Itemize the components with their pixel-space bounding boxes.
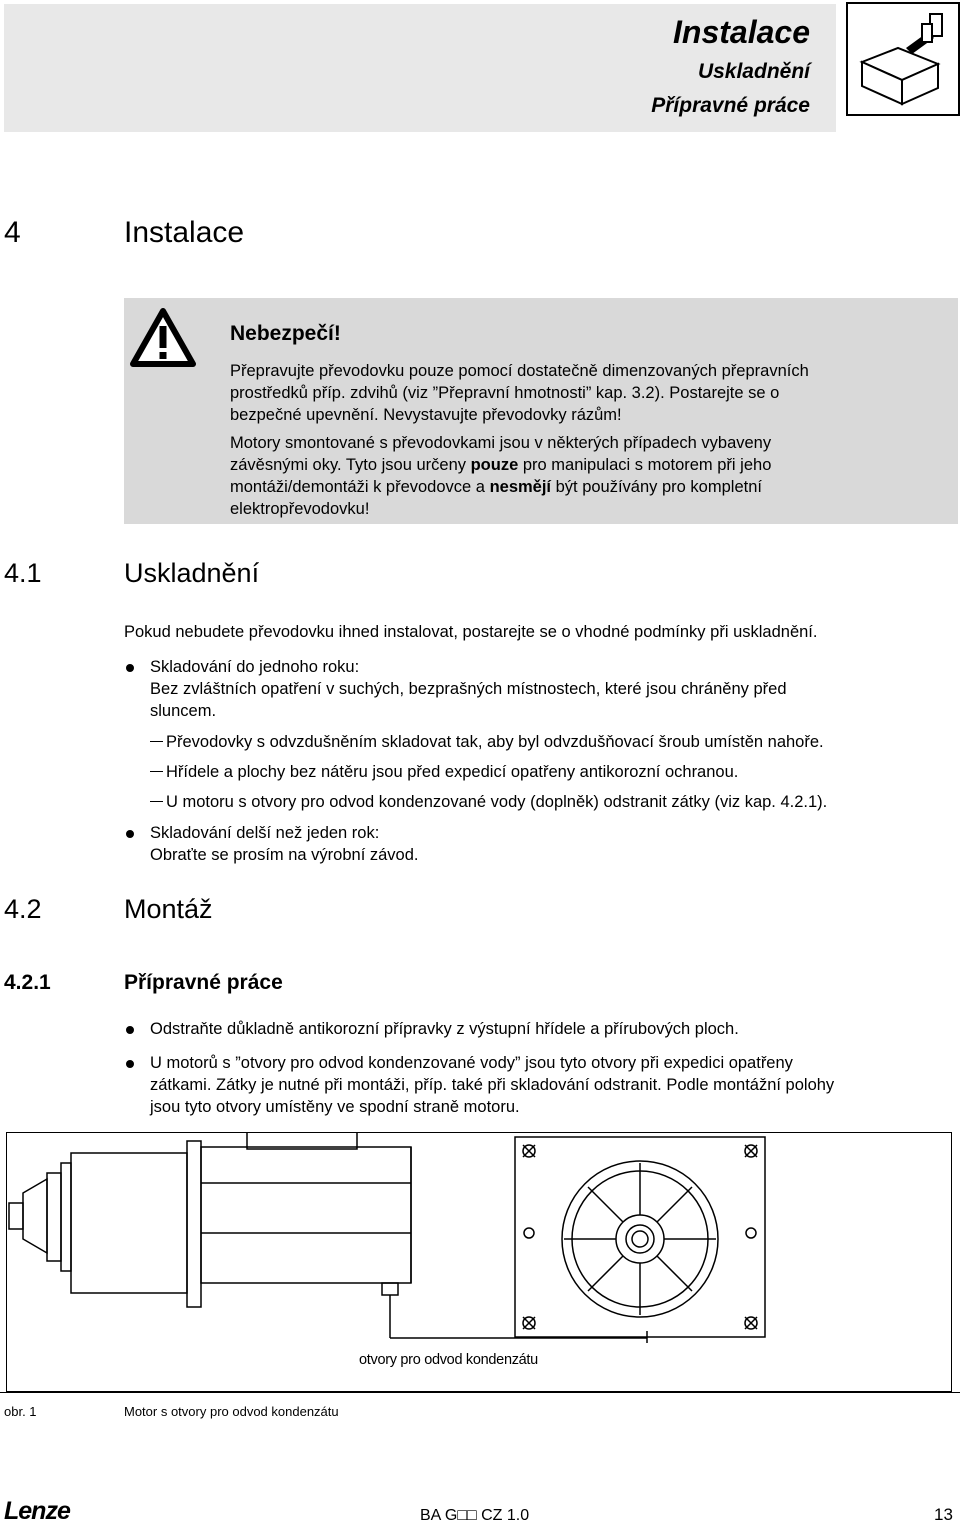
header-subtitle-storage: Uskladnění xyxy=(697,60,810,83)
caption-divider xyxy=(0,1392,960,1393)
dash-icon xyxy=(150,801,163,802)
list-item: Skladování do jednoho roku: xyxy=(150,658,360,676)
section-number: 4.1 xyxy=(4,558,42,588)
danger-text-line: bezpečné upevnění. Nevystavujte převodovky rázům! xyxy=(230,406,622,424)
dash-icon xyxy=(150,741,163,742)
sub-list-item: U motoru s otvory pro odvod kondenzované vody (doplněk) odstranit zátky (viz kap. 4.2.1). xyxy=(166,793,828,811)
section-title: Instalace xyxy=(124,216,245,249)
section-title: Montáž xyxy=(124,894,213,924)
list-item: Skladování delší než jeden rok: xyxy=(150,824,380,842)
figure-label: otvory pro odvod kondenzátu xyxy=(359,1352,538,1368)
sub-list-item: Převodovky s odvzdušněním skladovat tak, aby byl odvzdušňovací šroub umístěn nahoře. xyxy=(166,733,824,751)
bullet-icon xyxy=(126,830,134,838)
section-number: 4 xyxy=(4,216,21,249)
sub-list-item: Hřídele a plochy bez nátěru jsou před expedicí opatřeny antikorozní ochranou. xyxy=(166,763,739,781)
subsection-title: Přípravné práce xyxy=(124,971,283,994)
header-title: Instalace xyxy=(673,14,810,50)
subsection-number: 4.2.1 xyxy=(4,971,51,994)
list-item: U motorů s ”otvory pro odvod kondenzované vody” jsou tyto otvory při expedici opatřeny xyxy=(150,1054,793,1072)
bullet-icon xyxy=(126,1060,134,1068)
list-item-text: sluncem. xyxy=(150,702,217,720)
section-title: Uskladnění xyxy=(124,558,260,588)
document-id: BA G□□ CZ 1.0 xyxy=(420,1507,530,1524)
section-number: 4.2 xyxy=(4,894,42,924)
list-item-text: Bez zvláštních opatření v suchých, bezprašných místnostech, které jsou chráněny před xyxy=(150,680,787,698)
danger-text-line: závěsnými oky. Tyto jsou určeny pouze pro manipulaci s motorem při jeho xyxy=(230,456,772,474)
figure-caption-number: obr. 1 xyxy=(4,1404,37,1419)
danger-text-line: elektropřevodovku! xyxy=(230,500,370,518)
header-subtitle-preparation: Přípravné práce xyxy=(651,94,810,117)
warning-triangle-icon xyxy=(130,308,196,368)
danger-text-line: montáži/demontáži k převodovce a nesmějí být používány pro kompletní xyxy=(230,478,762,496)
list-item-text: jsou tyto otvory umístěny ve spodní straně motoru. xyxy=(150,1098,520,1116)
list-item: Odstraňte důkladně antikorozní přípravky z výstupní hřídele a přírubových ploch. xyxy=(150,1020,739,1038)
danger-text-line: Motory smontované s převodovkami jsou v některých případech vybaveny xyxy=(230,434,772,452)
page-number: 13 xyxy=(934,1505,953,1524)
box-install-icon xyxy=(846,2,960,116)
danger-text-line: prostředků příp. zdvihů (viz ”Přepravní hmotnosti” kap. 3.2). Postarejte se o xyxy=(230,384,780,402)
lenze-logo: Lenze xyxy=(4,1497,70,1525)
storage-intro: Pokud nebudete převodovku ihned instalovat, postarejte se o vhodné podmínky při uskladnění. xyxy=(124,623,818,641)
dash-icon xyxy=(150,771,163,772)
danger-text-line: Přepravujte převodovku pouze pomocí dostatečně dimenzovaných přepravních xyxy=(230,362,809,380)
list-item-text: Obraťte se prosím na výrobní závod. xyxy=(150,846,419,864)
list-item-text: zátkami. Zátky je nutné při montáži, příp. také při skladování odstranit. Podle montážní polohy xyxy=(150,1076,835,1094)
bullet-icon xyxy=(126,664,134,672)
danger-notice xyxy=(124,298,958,524)
bullet-icon xyxy=(126,1026,134,1034)
figure-caption: Motor s otvory pro odvod kondenzátu xyxy=(124,1404,339,1419)
danger-title: Nebezpečí! xyxy=(230,322,341,345)
motor-figure xyxy=(6,1132,952,1392)
